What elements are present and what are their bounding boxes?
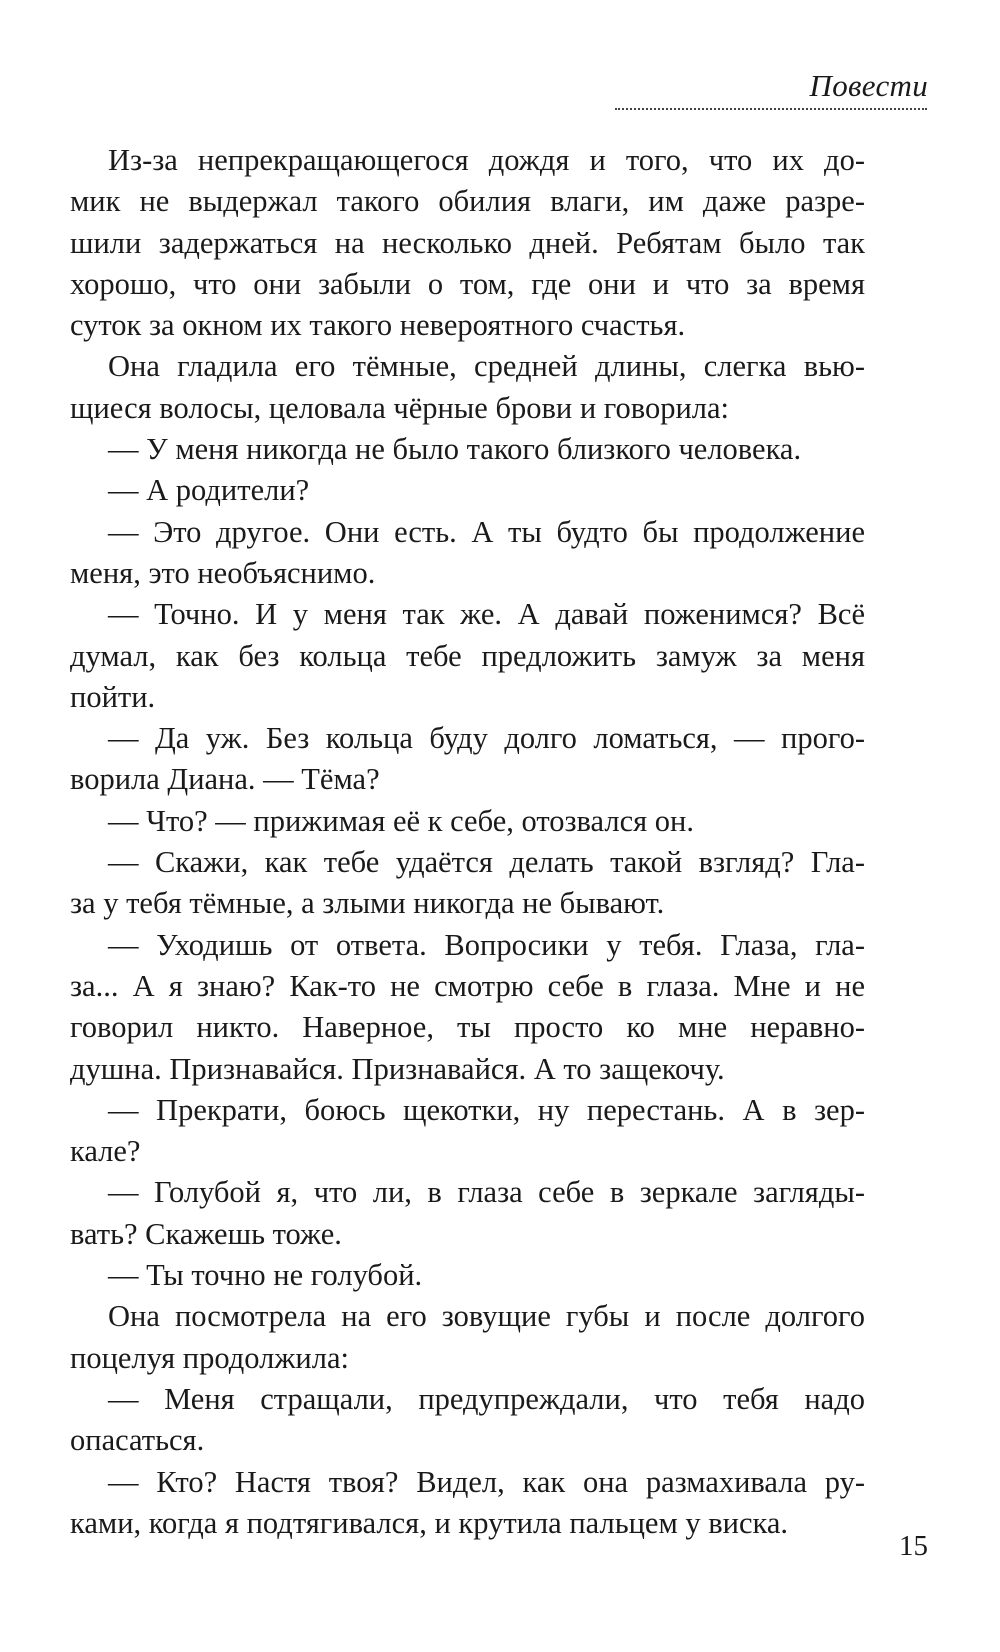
text-line: — Да уж. Без кольца буду долго ломаться, — прого- xyxy=(108,721,865,756)
text-line: говорил никто. Наверное, ты просто ко мне неравно- xyxy=(70,1010,865,1045)
text-line: — Меня стращали, предупреждали, что тебя надо xyxy=(108,1381,865,1416)
text-line: суток за окном их такого невероятного счастья. xyxy=(70,308,686,343)
text-line: — Ты точно не голубой. xyxy=(108,1258,423,1293)
text-line: ками, когда я подтягивался, и крутила пальцем у виска. xyxy=(70,1505,789,1540)
text-line: опасаться. xyxy=(70,1423,205,1458)
text-line: шили задержаться на несколько дней. Ребятам было так xyxy=(70,225,865,260)
text-line: щиеся волосы, целовала чёрные брови и говорила: xyxy=(70,390,730,425)
text-line: — Голубой я, что ли, в глаза себе в зеркале загляды- xyxy=(108,1175,865,1210)
text-line: Из-за непрекращающегося дождя и того, что их до- xyxy=(108,143,865,177)
text-line: пойти. xyxy=(70,679,156,714)
text-line: — Скажи, как тебе удаётся делать такой взгляд? Гла- xyxy=(108,845,865,880)
running-title: Повести xyxy=(809,68,928,103)
text-line: — Что? — прижимая её к себе, отозвался он. xyxy=(108,803,694,838)
text-line: Она гладила его тёмные, средней длины, слегка вью- xyxy=(108,349,865,384)
text-line: ворила Диана. — Тёма? xyxy=(70,762,380,797)
text-line: за... А я знаю? Как-то не смотрю себе в глаза. Мне и не xyxy=(70,968,865,1003)
text-line: — Точно. И у меня так же. А давай поженимся? Всё xyxy=(108,597,865,632)
text-line: мик не выдержал такого обилия влаги, им даже разре- xyxy=(70,184,865,219)
text-line: — Кто? Настя твоя? Видел, как она размахивала ру- xyxy=(108,1464,865,1499)
text-line: меня, это необъяснимо. xyxy=(70,555,376,590)
body-text xyxy=(70,140,865,1544)
text-line: Она посмотрела на его зовущие губы и после долгого xyxy=(108,1299,865,1334)
text-line: думал, как без кольца тебе предложить замуж за меня xyxy=(70,638,865,673)
text-line: поцелуя продолжила: xyxy=(70,1340,349,1375)
text-line: — Это другое. Они есть. А ты будто бы продолжение xyxy=(108,514,865,549)
text-line: кале? xyxy=(70,1134,141,1169)
text-line: хорошо, что они забыли о том, где они и что за время xyxy=(70,266,865,301)
text-line: — Уходишь от ответа. Вопросики у тебя. Глаза, гла- xyxy=(108,927,865,962)
text-line: — У меня никогда не было такого близкого человека. xyxy=(108,432,802,467)
text-line: за у тебя тёмные, а злыми никогда не бывают. xyxy=(70,886,665,921)
text-line: душна. Признавайся. Признавайся. А то защекочу. xyxy=(70,1051,725,1086)
text-line: — Прекрати, боюсь щекотки, ну перестань. А в зер- xyxy=(108,1092,865,1127)
text-line: вать? Скажешь тоже. xyxy=(70,1216,342,1251)
text-line: — А родители? xyxy=(108,473,310,508)
header-dotted-rule xyxy=(615,108,927,110)
page-number: 15 xyxy=(899,1530,928,1562)
